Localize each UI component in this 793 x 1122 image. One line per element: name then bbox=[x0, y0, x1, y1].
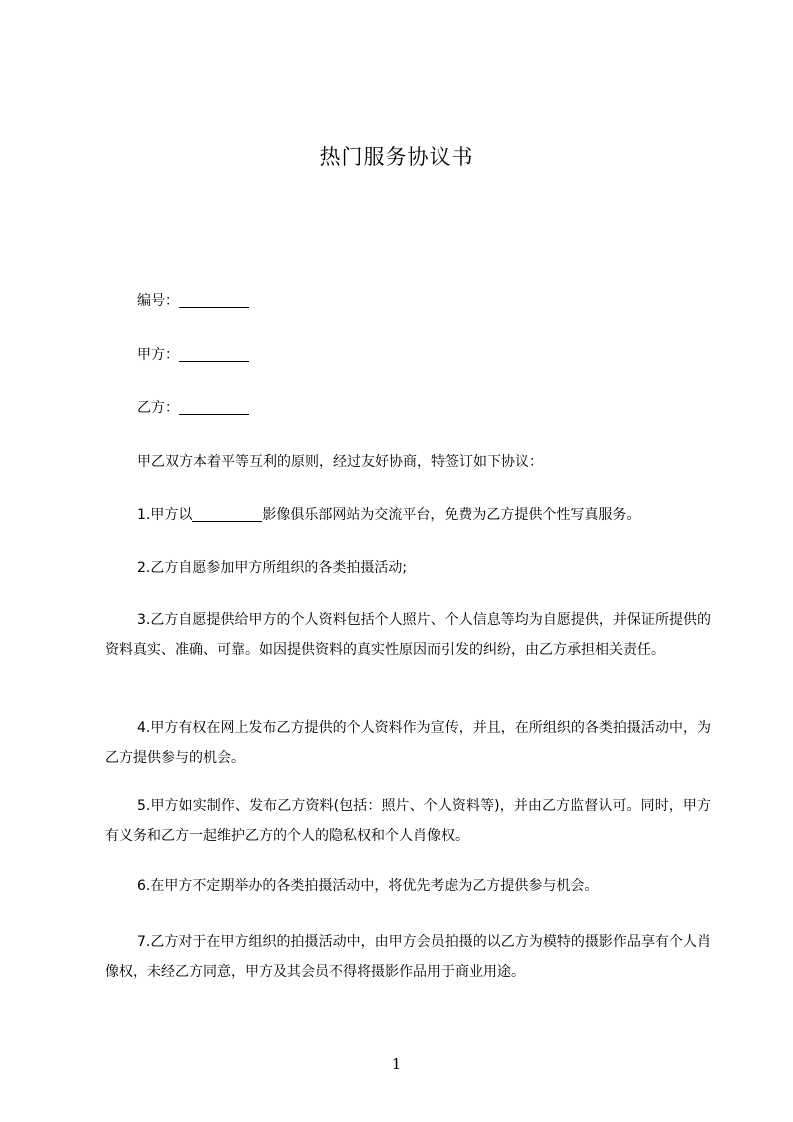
party-b-blank bbox=[179, 398, 249, 415]
party-a-label: 甲方： bbox=[137, 347, 179, 363]
number-label: 编号： bbox=[137, 293, 179, 309]
clause-1 bbox=[137, 500, 640, 530]
number-field bbox=[137, 286, 249, 316]
party-b-label: 乙方： bbox=[137, 400, 179, 416]
number-blank bbox=[179, 291, 249, 308]
clause-1-prefix: 1.甲方以 bbox=[137, 507, 193, 523]
clause-1-suffix: 影像俱乐部网站为交流平台，免费为乙方提供个性写真服务。 bbox=[262, 507, 641, 523]
clause-7: 7.乙方对于在甲方组织的拍摄活动中，由甲方会员拍摄的以乙方为模特的摄影作品享有个人肖像权，未经乙方同意，甲方及其会员不得将摄影作品用于商业用途。 bbox=[105, 934, 711, 980]
document-title: 热门服务协议书 bbox=[319, 145, 474, 169]
clause-1-blank bbox=[192, 505, 262, 522]
page-number: 1 bbox=[391, 1055, 402, 1073]
clause-2: 2.乙方自愿参加甲方所组织的各类拍摄活动; bbox=[137, 560, 408, 576]
clause-4: 4.甲方有权在网上发布乙方提供的个人资料作为宣传，并且，在所组织的各类拍摄活动中，为乙方提供参与的机会。 bbox=[105, 720, 711, 766]
intro-paragraph: 甲乙双方本着平等互利的原则，经过友好协商，特签订如下协议： bbox=[137, 454, 543, 470]
clause-6: 6.在甲方不定期举办的各类拍摄活动中，将优先考虑为乙方提供参与机会。 bbox=[137, 878, 599, 894]
party-a-blank bbox=[179, 345, 249, 362]
party-a-field bbox=[137, 340, 249, 370]
party-b-field bbox=[137, 393, 249, 423]
clause-3: 3.乙方自愿提供给甲方的个人资料包括个人照片、个人信息等均为自愿提供，并保证所提供的资料真实、准确、可靠。如因提供资料的真实性原因而引发的纠纷，由乙方承担相关责任。 bbox=[105, 612, 711, 658]
clause-5: 5.甲方如实制作、发布乙方资料(包括：照片、个人资料等)，并由乙方监督认可。同时，甲方有义务和乙方一起维护乙方的个人的隐私权和个人肖像权。 bbox=[105, 798, 711, 844]
